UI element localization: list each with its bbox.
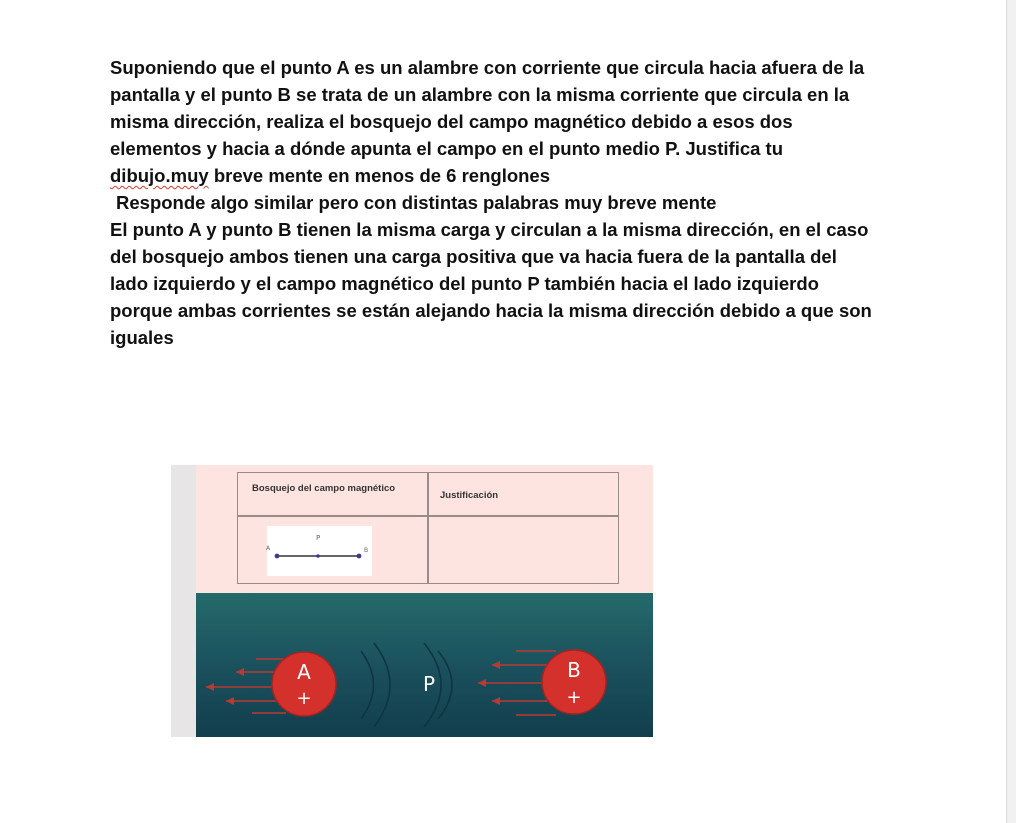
worksheet-table — [237, 472, 619, 584]
question-paragraph — [110, 54, 880, 189]
charge-a-sign: + — [296, 688, 312, 709]
charge-b-sign: + — [566, 687, 582, 708]
field-arcs — [361, 643, 452, 727]
figure-left-strip — [171, 465, 196, 737]
table-header-sketch: Bosquejo del campo magnético — [252, 483, 396, 494]
point-p-label: P — [422, 672, 436, 696]
page-right-edge — [1006, 0, 1016, 823]
spellcheck-flagged-word[interactable]: dibujo.muy — [110, 165, 209, 186]
mini-point-b — [357, 554, 362, 559]
embedded-figure-image — [171, 465, 653, 737]
table-header-justification: Justificación — [440, 490, 499, 501]
mini-label-b: B — [364, 547, 369, 554]
mini-label-p: P — [316, 534, 321, 542]
mini-point-p — [316, 554, 320, 558]
mini-label-a: A — [266, 545, 271, 552]
charge-b-label: B — [567, 658, 581, 682]
instruction-paragraph: Responde algo similar pero con distintas palabras muy breve mente — [116, 192, 717, 213]
question-text-end: breve mente en menos de 6 renglones — [213, 165, 551, 186]
document-body — [110, 54, 880, 351]
mini-sketch — [267, 526, 372, 576]
field-diagram — [196, 593, 653, 737]
answer-paragraph: El punto A y punto B tienen la misma carga y circulan a la misma dirección, en el caso del bosquejo ambos tienen una carga positiva que va hacia fuera de la pantalla del lado izquierdo y el campo magnético del punto P también hacia el lado izquierdo porque ambas corrientes se están alejando hacia la misma dirección debido a que son iguales — [110, 219, 872, 348]
question-text: Suponiendo que el punto A es un alambre con corriente que circula hacia afuera de la pantalla y el punto B se trata de un alambre con la misma corriente que circula en la misma dirección, realiza el bosquejo del campo magnético debido a esos dos elementos y hacia a dónde apunta el campo en el punto medio P. Justifica tu — [110, 57, 865, 159]
mini-point-a — [275, 554, 280, 559]
charge-a-label: A — [297, 660, 311, 684]
